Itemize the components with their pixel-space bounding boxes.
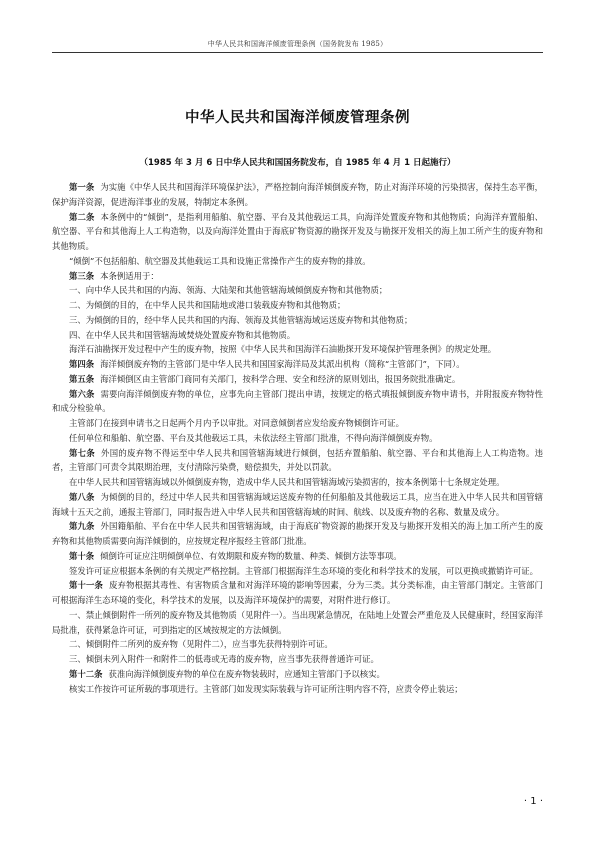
paragraph <box>52 357 543 372</box>
document-title: 中华人民共和国海洋倾废管理条例 <box>185 110 410 126</box>
paragraph <box>52 283 543 298</box>
paragraph-text: “倾倒”不包括船舶、航空器及其他载运工具和设施正常操作产生的废弃物的排放。 <box>69 255 371 266</box>
paragraph <box>52 549 543 564</box>
paragraph-text: 外国的废弃物不得运至中华人民共和国管辖海域进行倾倒，包括弃置船舶、航空器、平台和其他海上人工构造物。违者，主管部门可责令其限期治理，支付清除污染费，赔偿损失，并处以罚款。 <box>52 447 544 473</box>
paragraph <box>52 180 543 210</box>
paragraph <box>52 475 543 490</box>
document-subtitle: （1985 年 3 月 6 日中华人民共和国国务院发布，自 1985 年 4 月 1 日起施行） <box>139 158 456 168</box>
paragraph <box>52 210 543 254</box>
paragraph <box>52 578 543 608</box>
document-body <box>52 180 543 696</box>
article-number: 第四条 <box>69 359 95 369</box>
paragraph-text: 一、禁止倾倒附件一所列的废弃物及其他物质（见附件一）。当出现紧急情况，在陆地上处置会严重危及人民健康时，经国家海洋局批准，获得紧急许可证，可到指定的区域按规定的方法倾倒。 <box>52 609 543 635</box>
paragraph-text: 海洋倾倒废弃物的主管部门是中华人民共和国国家海洋局及其派出机构（简称“主管部门”，下同）。 <box>100 359 465 369</box>
paragraph-text: 废弃物根据其毒性、有害物质含量和对海洋环境的影响等因素，分为三类。其分类标准，由主管部门制定。主管部门可根据海洋生态环境的变化，科学技术的发展，以及海洋环境保护的需要，对附件进行修订。 <box>52 580 543 605</box>
paragraph <box>52 637 543 652</box>
paragraph <box>52 682 543 697</box>
paragraph-text: 签发许可证应根据本条例的有关规定严格控制。主管部门根据海洋生态环境的变化和科学技术的发展，可以更换或撤销许可证。 <box>69 565 538 576</box>
paragraph-text: 本条例中的“倾倒”，是指利用船舶、航空器、平台及其他载运工具，向海洋处置废弃物和其他物质；向海洋弃置船舶、航空器、平台和其他海上人工构造物，以及向海洋处置由于海底矿物资源的勘探开发及与勘探开发相关的海上加工所产生的废弃物和其他物质。 <box>52 211 544 251</box>
paragraph-text: 在中华人民共和国管辖海域以外倾倒废弃物，造成中华人民共和国管辖海域污染损害的，按本条例第十七条规定处理。 <box>69 477 505 487</box>
paragraph-text: 核实工作按许可证所载的事项进行。主管部门如发现实际装载与许可证所注明内容不符，应责令停止装运； <box>69 683 463 694</box>
paragraph <box>52 667 543 682</box>
paragraph-text: 海洋倾倒区由主管部门商同有关部门，按科学合理、安全和经济的原则划出，报国务院批准确定。 <box>100 373 461 384</box>
paragraph-text: 二、倾倒附件二所列的废弃物（见附件二），应当事先获得特别许可证。 <box>69 639 333 650</box>
paragraph-text: 四、在中华人民共和国管辖海域焚烧处置废弃物和其他物质。 <box>69 329 296 340</box>
paragraph-text: 本条例适用于： <box>100 270 159 281</box>
article-number: 第十一条 <box>69 580 104 591</box>
paragraph <box>52 446 543 476</box>
article-number: 第三条 <box>69 270 95 281</box>
paragraph-text: 一、向中华人民共和国的内海、领海、大陆架和其他管辖海域倾倒废弃物和其他物质； <box>69 285 388 296</box>
paragraph <box>52 269 543 284</box>
paragraph-text: 外国籍船舶、平台在中华人民共和国管辖海域，由于海底矿物资源的勘探开发及与勘探开发相关的海上加工所产生的废弃物和其他物质需要向海洋倾倒的，应按规定程序报经主管部门批准。 <box>52 521 544 546</box>
article-number: 第六条 <box>69 388 95 399</box>
running-header: 中华人民共和国海洋倾废管理条例（国务院发布 1985） <box>207 40 388 48</box>
article-number: 第二条 <box>69 211 95 222</box>
paragraph-text: 倾倒许可证应注明倾倒单位、有效期限和废弃物的数量、种类、倾倒方法等事项。 <box>100 550 402 561</box>
article-number: 第十条 <box>69 550 95 561</box>
article-number: 第一条 <box>69 182 95 192</box>
paragraph <box>52 519 543 549</box>
paragraph <box>52 254 543 269</box>
paragraph-text: 海洋石油勘探开发过程中产生的废弃物，按照《中华人民共和国海洋石油勘探开发环境保护管理条例》的规定处理。 <box>69 344 497 355</box>
paragraph <box>52 431 543 446</box>
paragraph-text: 获准向海洋倾倒废弃物的单位在废弃物装载时，应通知主管部门予以核实。 <box>108 668 385 679</box>
paragraph <box>52 652 543 667</box>
page-number: · 1 · <box>523 796 543 807</box>
paragraph <box>52 313 543 328</box>
paragraph-text: 三、为倾倒的目的，经中华人民共和国的内海、领海及其他管辖海域运送废弃物和其他物质； <box>69 314 413 325</box>
paragraph-text: 任何单位和船舶、航空器、平台及其他载运工具，未依法经主管部门批准，不得向海洋倾倒废弃物。 <box>69 432 438 443</box>
paragraph <box>52 608 543 638</box>
paragraph <box>52 387 543 417</box>
article-number: 第五条 <box>69 373 95 384</box>
paragraph-text: 三、倾倒未列入附件一和附件二的低毒或无毒的废弃物，应当事先获得普通许可证。 <box>69 654 379 664</box>
article-number: 第十二条 <box>69 668 103 679</box>
paragraph-text: 主管部门在接到申请书之日起两个月内予以审批。对同意倾倒者应发给废弃物倾倒许可证。 <box>69 418 404 428</box>
article-number: 第七条 <box>69 447 96 458</box>
paragraph <box>52 342 543 357</box>
paragraph-text: 需要向海洋倾倒废弃物的单位，应事先向主管部门提出申请，按规定的格式填报倾倒废弃物申请书，并附报废弃物特性和成分检验单。 <box>52 388 544 414</box>
paragraph <box>52 298 543 313</box>
article-number: 第八条 <box>69 491 95 502</box>
paragraph <box>52 328 543 343</box>
paragraph <box>52 490 543 520</box>
header-rule <box>52 52 543 53</box>
paragraph-text: 为倾倒的目的，经过中华人民共和国管辖海域运送废弃物的任何船舶及其他载运工具，应当在进入中华人民共和国管辖海域十五天之前，通报主管部门，同时报告进入中华人民共和国管辖海域的时间、航线、以及废弃物的名称、数量及成分。 <box>52 491 544 517</box>
paragraph <box>52 372 543 387</box>
paragraph-text: 为实施《中华人民共和国海洋环境保护法》，严格控制向海洋倾倒废弃物，防止对海洋环境的污染损害，保持生态平衡，保护海洋资源，促进海洋事业的发展，特制定本条例。 <box>52 182 544 207</box>
paragraph <box>52 564 543 579</box>
article-number: 第九条 <box>69 521 95 532</box>
paragraph-text: 二、为倾倒的目的，在中华人民共和国陆地或港口装载废弃物和其他物质； <box>69 300 346 310</box>
paragraph <box>52 416 543 431</box>
